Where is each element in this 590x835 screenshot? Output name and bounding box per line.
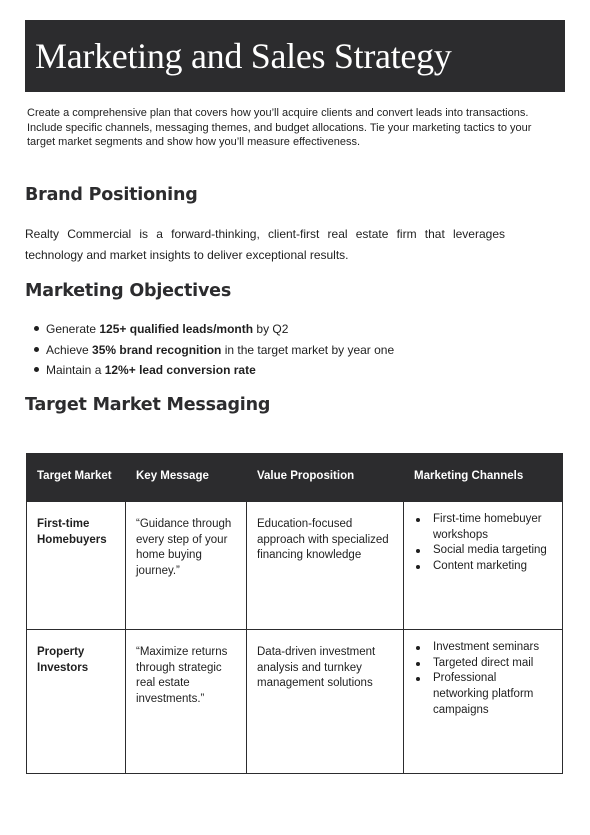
messaging-table bbox=[26, 453, 563, 774]
marketing-channels-cell bbox=[404, 630, 563, 774]
objective-text: in the target market by year one bbox=[221, 342, 395, 357]
channels-list bbox=[414, 512, 552, 575]
value-proposition-cell: Data-driven investment analysis and turnkey management solutions bbox=[247, 630, 404, 774]
column-header: Target Market bbox=[27, 454, 126, 502]
page-title: Marketing and Sales Strategy bbox=[35, 36, 452, 76]
marketing-channels-cell bbox=[404, 502, 563, 630]
column-header: Key Message bbox=[126, 454, 247, 502]
brand-positioning-text: Realty Commercial is a forward-thinking, client-first real estate firm that leverages technology and market insights to deliver exceptional results. bbox=[25, 227, 505, 262]
objective-text: Achieve bbox=[46, 342, 93, 357]
channels-list bbox=[414, 640, 552, 719]
title-banner bbox=[25, 20, 565, 92]
marketing-objectives-heading: Marketing Objectives bbox=[25, 281, 232, 301]
objective-highlight: 125+ qualified leads/month bbox=[99, 322, 254, 336]
table-row bbox=[27, 630, 563, 774]
key-message-cell: “Guidance through every step of your home buying journey.” bbox=[126, 502, 247, 630]
channel-item: Investment seminars bbox=[414, 640, 552, 656]
column-header: Value Proposition bbox=[247, 454, 404, 502]
value-proposition-cell: Education-focused approach with specialized financing knowledge bbox=[247, 502, 404, 630]
channel-item: Content marketing bbox=[414, 559, 552, 575]
column-header: Marketing Channels bbox=[404, 454, 563, 502]
target-market-cell: Property Investors bbox=[27, 630, 126, 774]
table-header-row bbox=[27, 454, 563, 502]
key-message-cell: “Maximize returns through strategic real estate investments.” bbox=[126, 630, 247, 774]
objective-item bbox=[25, 340, 394, 361]
objective-highlight: 35% brand recognition bbox=[92, 342, 222, 357]
brand-positioning-heading: Brand Positioning bbox=[25, 185, 198, 205]
target-market-cell: First-time Homebuyers bbox=[27, 502, 126, 630]
objective-item bbox=[25, 319, 394, 340]
channel-item: Professional networking platform campaigns bbox=[414, 671, 552, 718]
objective-item bbox=[25, 360, 394, 381]
channel-item: Targeted direct mail bbox=[414, 656, 552, 672]
channel-item: First-time homebuyer workshops bbox=[414, 512, 552, 543]
objective-highlight: 12%+ lead conversion rate bbox=[104, 363, 256, 377]
objective-text: Generate bbox=[46, 322, 100, 336]
objective-text: by Q2 bbox=[253, 322, 289, 336]
table-row bbox=[27, 502, 563, 630]
channel-item: Social media targeting bbox=[414, 543, 552, 559]
objective-text: Maintain a bbox=[46, 363, 105, 377]
intro-paragraph: Create a comprehensive plan that covers how you’ll acquire clients and convert leads into transactions. Include specific channels, messaging themes, and budget allocations. Tie your marketing tactics to your target market segments and show how you’ll measure effectiveness. bbox=[27, 107, 532, 148]
objectives-list bbox=[25, 319, 394, 381]
target-market-messaging-heading: Target Market Messaging bbox=[25, 395, 271, 415]
